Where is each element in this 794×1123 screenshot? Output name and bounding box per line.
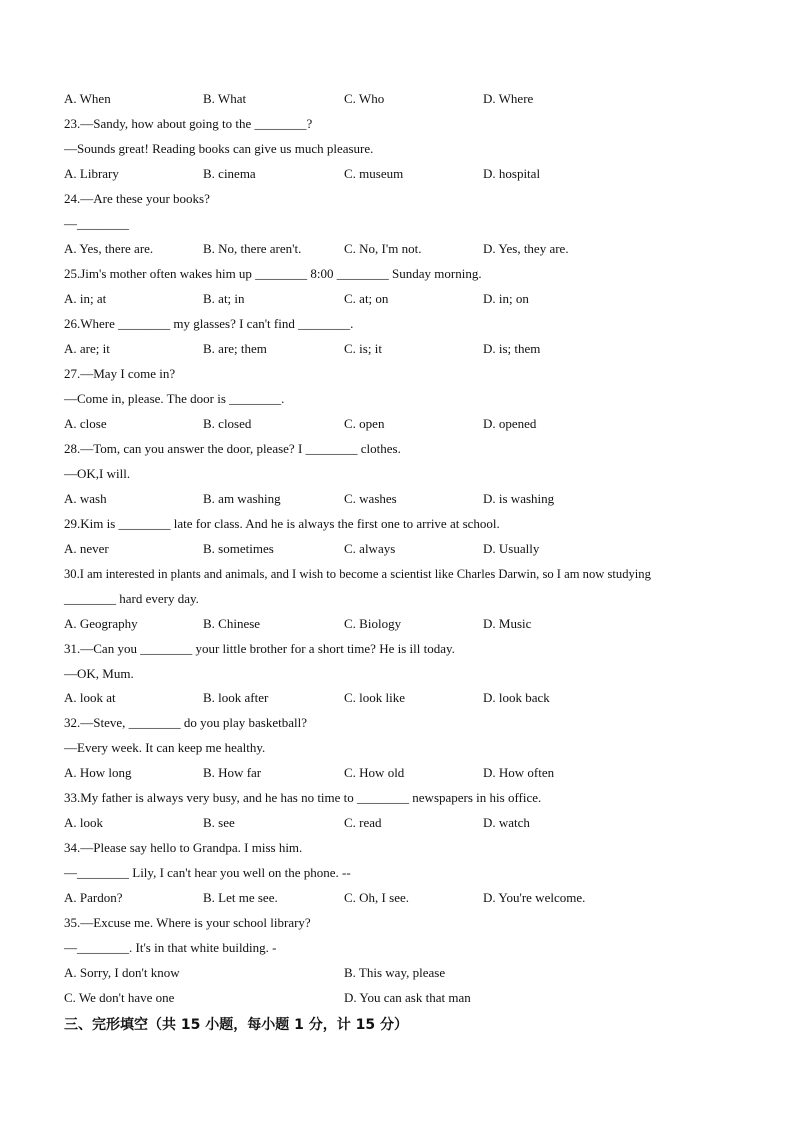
options-row-q30 <box>0 614 794 634</box>
option-c: C. Who <box>344 91 385 106</box>
question-34-stem: 34.—Please say hello to Grandpa. I miss him. <box>64 840 303 855</box>
option-a: A. Library <box>64 166 119 181</box>
option-a: A. in; at <box>64 291 107 306</box>
option-d: D. Usually <box>483 541 540 556</box>
question-25-stem: 25.Jim's mother often wakes him up ________ 8:00 ________ Sunday morning. <box>64 266 482 281</box>
question-28-reply: —OK,I will. <box>64 466 131 481</box>
options-row-q28 <box>0 489 794 509</box>
option-a: A. never <box>64 541 109 556</box>
question-31-reply: —OK, Mum. <box>64 666 134 681</box>
question-35-stem: 35.—Excuse me. Where is your school library? <box>64 915 311 930</box>
option-c: C. at; on <box>344 291 389 306</box>
option-a: A. close <box>64 416 107 431</box>
option-d: D. How often <box>483 765 555 780</box>
question-24-reply: —________ <box>64 216 129 231</box>
option-b: B. This way, please <box>344 965 446 980</box>
option-d: D. is washing <box>483 491 555 506</box>
option-a: A. look at <box>64 690 116 705</box>
section-3-title: 三、完形填空（共 15 小题，每小题 1 分，计 15 分） <box>64 1017 408 1033</box>
option-b: B. are; them <box>203 341 267 356</box>
option-c: C. We don't have one <box>64 990 175 1005</box>
option-b: B. cinema <box>203 166 256 181</box>
option-d: D. opened <box>483 416 537 431</box>
options-row-q24 <box>0 239 794 259</box>
options-row-q35-cd <box>0 988 794 1008</box>
option-d: D. hospital <box>483 166 541 181</box>
option-c: C. open <box>344 416 385 431</box>
option-a: A. Sorry, I don't know <box>64 965 180 980</box>
options-row-q29 <box>0 539 794 559</box>
option-b: B. No, there aren't. <box>203 241 302 256</box>
options-row-q22 <box>0 89 794 109</box>
option-b: B. see <box>203 815 235 830</box>
option-c: C. look like <box>344 690 406 705</box>
option-d: D. You're welcome. <box>483 890 586 905</box>
option-a: A. When <box>64 91 111 106</box>
option-b: B. closed <box>203 416 252 431</box>
option-d: D. You can ask that man <box>344 990 471 1005</box>
option-c: C. always <box>344 541 396 556</box>
options-row-q33 <box>0 813 794 833</box>
option-d: D. in; on <box>483 291 529 306</box>
options-row-q25 <box>0 289 794 309</box>
option-a: A. How long <box>64 765 132 780</box>
question-28-stem: 28.—Tom, can you answer the door, please? I ________ clothes. <box>64 441 401 456</box>
option-a: A. look <box>64 815 103 830</box>
question-29-stem: 29.Kim is ________ late for class. And he is always the first one to arrive at school. <box>64 516 500 531</box>
option-d: D. Yes, they are. <box>483 241 569 256</box>
option-b: B. Chinese <box>203 616 261 631</box>
option-a: A. Yes, there are. <box>64 241 154 256</box>
question-30-stem: 30.I am interested in plants and animals, and I wish to become a scientist like Charles Darwin, so I am now studying <box>64 567 651 581</box>
options-row-q35-ab <box>0 963 794 983</box>
option-d: D. watch <box>483 815 530 830</box>
question-32-reply: —Every week. It can keep me healthy. <box>64 740 266 755</box>
option-c: C. is; it <box>344 341 382 356</box>
question-27-reply: —Come in, please. The door is ________. <box>64 391 285 406</box>
question-27-stem: 27.—May I come in? <box>64 366 176 381</box>
option-d: D. is; them <box>483 341 541 356</box>
option-c: C. Biology <box>344 616 402 631</box>
option-c: C. washes <box>344 491 397 506</box>
option-c: C. Oh, I see. <box>344 890 409 905</box>
question-23-stem: 23.—Sandy, how about going to the ________? <box>64 116 313 131</box>
option-c: C. No, I'm not. <box>344 241 422 256</box>
options-row-q27 <box>0 414 794 434</box>
option-b: B. am washing <box>203 491 281 506</box>
question-34-reply: —________ Lily, I can't hear you well on the phone. -- <box>64 865 351 880</box>
options-row-q26 <box>0 339 794 359</box>
option-a: A. Pardon? <box>64 890 123 905</box>
option-b: B. What <box>203 91 247 106</box>
options-row-q31 <box>0 688 794 708</box>
question-24-stem: 24.—Are these your books? <box>64 191 210 206</box>
option-b: B. look after <box>203 690 269 705</box>
option-b: B. How far <box>203 765 262 780</box>
options-row-q23 <box>0 164 794 184</box>
option-d: D. look back <box>483 690 550 705</box>
question-26-stem: 26.Where ________ my glasses? I can't find ________. <box>64 316 354 331</box>
option-a: A. wash <box>64 491 107 506</box>
question-23-reply: —Sounds great! Reading books can give us much pleasure. <box>64 141 374 156</box>
option-c: C. museum <box>344 166 404 181</box>
option-d: D. Music <box>483 616 532 631</box>
question-33-stem: 33.My father is always very busy, and he has no time to ________ newspapers in his office. <box>64 790 542 805</box>
options-row-q34 <box>0 888 794 908</box>
question-31-stem: 31.—Can you ________ your little brother for a short time? He is ill today. <box>64 641 455 656</box>
option-a: A. Geography <box>64 616 138 631</box>
question-32-stem: 32.—Steve, ________ do you play basketball? <box>64 715 307 730</box>
option-b: B. sometimes <box>203 541 274 556</box>
option-a: A. are; it <box>64 341 110 356</box>
option-b: B. at; in <box>203 291 245 306</box>
option-c: C. How old <box>344 765 405 780</box>
question-30-stem-continued: ________ hard every day. <box>64 591 199 606</box>
options-row-q32 <box>0 763 794 783</box>
question-35-reply: —________. It's in that white building. - <box>64 940 277 955</box>
option-c: C. read <box>344 815 382 830</box>
option-b: B. Let me see. <box>203 890 278 905</box>
option-d: D. Where <box>483 91 534 106</box>
